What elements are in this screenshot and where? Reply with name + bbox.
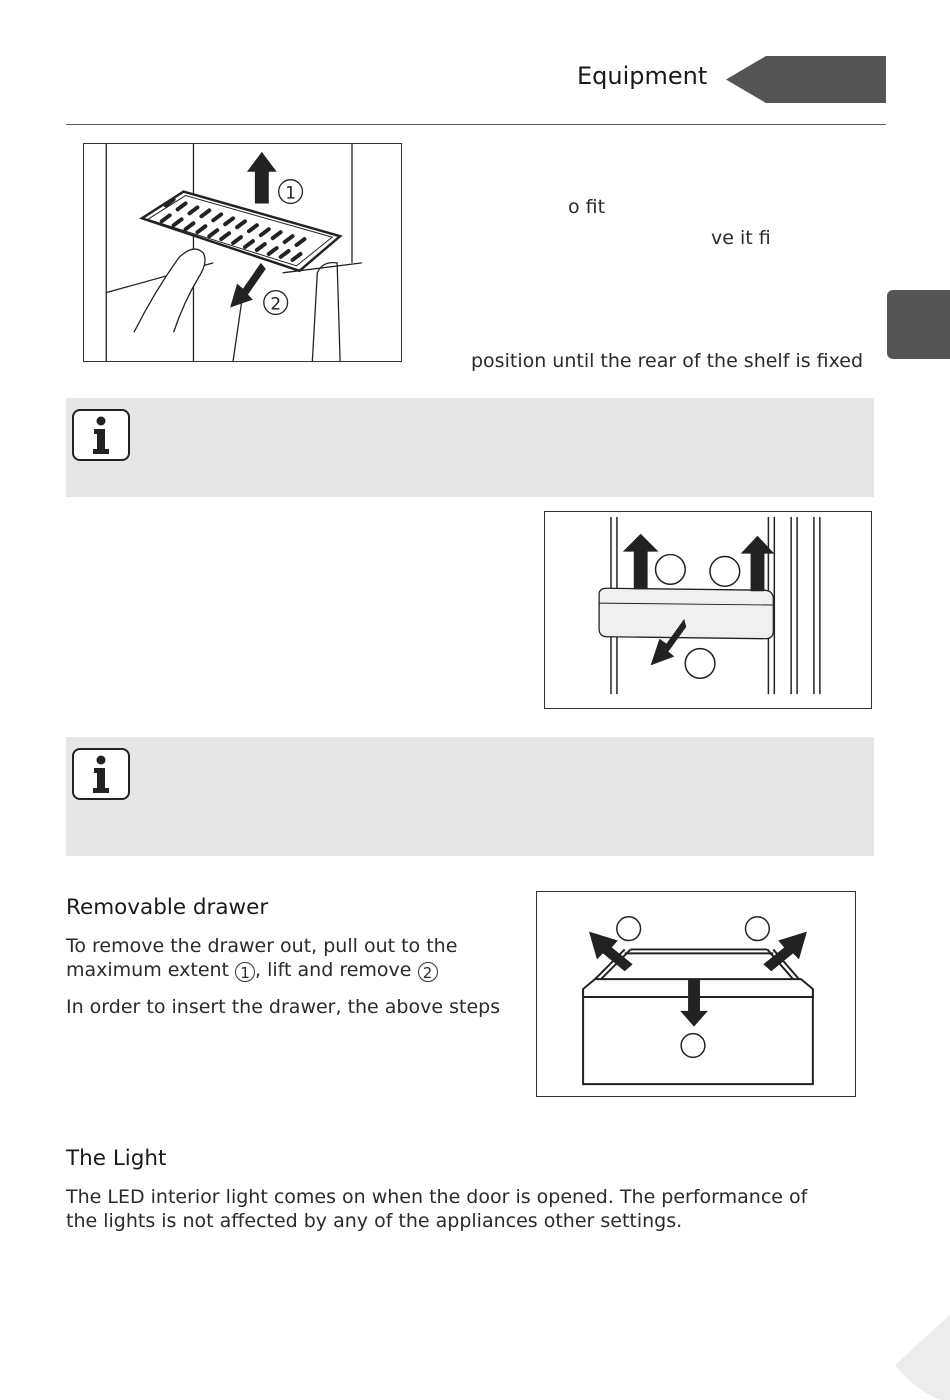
light-line-2: the lights is not affected by any of the appliances other settings. bbox=[66, 1210, 683, 1232]
info-note-box bbox=[66, 737, 874, 856]
page-corner bbox=[895, 1310, 950, 1400]
drawer-figure bbox=[536, 891, 856, 1097]
shelf-text-fragment-1: o fit bbox=[568, 196, 606, 218]
info-icon bbox=[72, 748, 130, 800]
side-chapter-tab bbox=[887, 290, 950, 359]
light-line-1: The LED interior light comes on when the door is opened. The performance of bbox=[66, 1186, 808, 1208]
step-2-marker: 2 bbox=[418, 962, 438, 982]
door-shelf-figure bbox=[544, 511, 872, 709]
page-title: Equipment bbox=[577, 62, 708, 90]
drawer-insert-text: In order to insert the drawer, the above steps bbox=[66, 996, 501, 1018]
light-paragraph bbox=[66, 1185, 807, 1233]
drawer-line-2: maximum extent 1 , lift and remove 2 bbox=[66, 958, 457, 982]
arrow-up-icon bbox=[741, 536, 775, 591]
shelf-grille bbox=[142, 192, 340, 271]
drawer-heading: Removable drawer bbox=[66, 895, 269, 920]
section-tab-arrow bbox=[726, 56, 886, 103]
light-heading: The Light bbox=[66, 1146, 167, 1171]
shelf-text-fragment-3: position until the rear of the shelf is fixed bbox=[471, 350, 864, 372]
header-divider bbox=[66, 124, 886, 125]
drawer-line-1: To remove the drawer out, pull out to the bbox=[66, 935, 458, 957]
info-note-box bbox=[66, 398, 874, 497]
shelf-removal-figure bbox=[83, 143, 402, 362]
arrow-out-icon bbox=[230, 263, 266, 308]
info-icon bbox=[72, 409, 130, 461]
arrow-up-icon bbox=[247, 152, 277, 204]
shelf-text-fragment-2: ve it fi bbox=[711, 227, 771, 249]
drawer-instructions bbox=[66, 934, 457, 982]
step-1-marker: 1 bbox=[235, 962, 255, 982]
step-1-marker: 1 bbox=[285, 182, 296, 203]
arrow-up-icon bbox=[623, 534, 659, 589]
step-2-marker: 2 bbox=[270, 293, 282, 314]
